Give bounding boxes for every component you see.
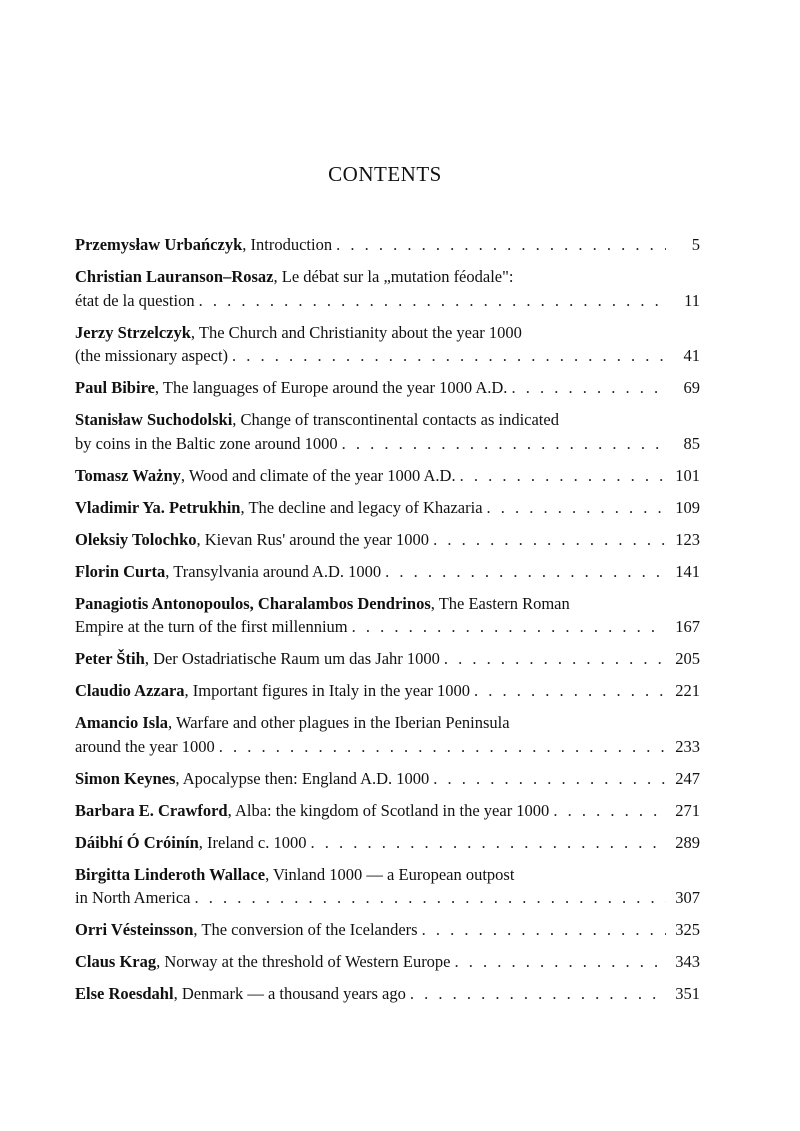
toc-entry	[75, 647, 700, 671]
entry-title: Wood and climate of the year 1000 A.D.	[188, 465, 456, 485]
entry-author: Claudio Azzara	[75, 681, 185, 700]
entry-author: Vladimir Ya. Petrukhin	[75, 497, 241, 517]
toc-entry	[75, 711, 700, 758]
entry-title: Apocalypse then: England A.D. 1000	[182, 768, 430, 788]
toc-entry-line	[75, 982, 700, 1006]
dot-leader	[410, 982, 666, 1006]
dot-leader	[444, 647, 666, 671]
entry-author: Paul Bibire	[75, 378, 155, 397]
entry-author: Oleksiy Tolochko	[75, 529, 197, 549]
toc-entry-line	[75, 560, 700, 584]
toc-entry-line	[75, 432, 700, 456]
entry-author: Amancio Isla	[75, 713, 169, 732]
dot-leader	[433, 528, 666, 552]
page-title: CONTENTS	[328, 162, 442, 186]
toc-entry	[75, 233, 700, 257]
toc-entry	[75, 831, 700, 855]
entry-title: The decline and legacy of Khazaria	[248, 497, 483, 517]
toc-entry-heading: Birgitta Linderoth Wallace, Vinland 1000 — a European outpost	[75, 864, 515, 884]
toc-entry-line	[75, 735, 700, 759]
toc-entry-heading: Tomasz Ważny, Wood and climate of the year 1000 A.D.	[75, 465, 456, 485]
toc-entry	[75, 464, 700, 488]
entry-title: Der Ostadriatische Raum um das Jahr 1000	[153, 649, 440, 668]
toc-entry	[75, 376, 700, 400]
dot-leader	[474, 679, 666, 703]
entry-page-number: 351	[675, 984, 700, 1003]
toc-entry	[75, 528, 700, 552]
toc-entry-line	[75, 615, 700, 639]
dot-leader	[553, 799, 666, 823]
toc-entry-heading: Christian Lauranson–Rosaz, Le débat sur la „mutation féodale":	[75, 267, 514, 286]
toc-entry-line	[75, 679, 700, 703]
toc-entry-heading: Orri Vésteinsson, The conversion of the Icelanders	[75, 920, 418, 939]
toc-entry-line	[75, 321, 700, 345]
toc-entry-heading: Panagiotis Antonopoulos, Charalambos Dendrinos, The Eastern Roman	[75, 593, 570, 613]
entry-page-number: 221	[675, 681, 700, 700]
entry-page-number: 41	[683, 346, 700, 365]
entry-title-continued: in North America	[75, 888, 191, 907]
toc-entry-line	[75, 863, 700, 887]
toc-entry-heading: Florin Curta, Transylvania around A.D. 1000	[75, 561, 382, 581]
toc-entry-line	[75, 233, 700, 257]
dot-leader	[385, 560, 666, 584]
entry-author: Panagiotis Antonopoulos, Charalambos Dendrinos	[75, 593, 431, 613]
toc-entry	[75, 982, 700, 1006]
entry-author: Birgitta Linderoth Wallace	[75, 864, 266, 884]
entry-title: Kievan Rus' around the year 1000	[204, 529, 430, 549]
toc-entry	[75, 592, 700, 639]
entry-title: Ireland c. 1000	[207, 832, 307, 852]
toc-entry	[75, 767, 700, 791]
dot-leader	[422, 918, 666, 942]
toc-entry-heading: Przemysław Urbańczyk, Introduction	[75, 235, 333, 254]
dot-leader	[352, 615, 666, 639]
entry-page-number: 109	[675, 497, 700, 517]
toc-entry-line	[75, 886, 700, 910]
entry-page-number: 11	[684, 290, 700, 310]
toc-entry-line	[75, 376, 700, 400]
entry-page-number: 85	[683, 433, 700, 453]
toc-entry-heading: Oleksiy Tolochko, Kievan Rus' around the year 1000	[75, 529, 430, 549]
toc-entry-line	[75, 799, 700, 823]
dot-leader	[219, 735, 666, 759]
toc-entry-line	[75, 831, 700, 855]
dot-leader	[199, 289, 666, 313]
entry-title: The Eastern Roman	[438, 593, 570, 613]
entry-page-number: 233	[675, 736, 700, 756]
dot-leader	[342, 432, 666, 456]
toc-entry-heading: Stanisław Suchodolski, Change of transcontinental contacts as indicated	[75, 410, 559, 429]
entry-author: Dáibhí Ó Cróinín	[75, 832, 199, 852]
toc-entry	[75, 321, 700, 368]
entry-title: Alba: the kingdom of Scotland in the year 1000	[234, 800, 550, 820]
entry-title: The languages of Europe around the year 1000 A.D.	[162, 378, 508, 397]
entry-title: The Church and Christianity about the year 1000	[198, 322, 522, 342]
toc-entry	[75, 265, 700, 312]
entry-author: Stanisław Suchodolski	[75, 410, 233, 429]
entry-page-number: 289	[675, 832, 700, 852]
entry-title: Norway at the threshold of Western Europe	[164, 952, 451, 971]
toc-entry-line	[75, 711, 700, 735]
table-of-contents	[75, 233, 700, 1014]
toc-entry-heading: Peter Štih, Der Ostadriatische Raum um das Jahr 1000	[75, 649, 440, 668]
dot-leader	[232, 344, 666, 368]
entry-author: Simon Keynes	[75, 768, 176, 788]
toc-entry-heading: Amancio Isla, Warfare and other plagues in the Iberian Peninsula	[75, 713, 510, 732]
toc-entry-heading: Jerzy Strzelczyk, The Church and Christianity about the year 1000	[75, 322, 522, 342]
entry-title: The conversion of the Icelanders	[201, 920, 418, 939]
toc-entry	[75, 560, 700, 584]
entry-author: Przemysław Urbańczyk	[75, 235, 243, 254]
toc-entry-line	[75, 344, 700, 368]
entry-title: Denmark — a thousand years ago	[181, 984, 406, 1003]
entry-page-number: 307	[675, 888, 700, 907]
toc-entry	[75, 918, 700, 942]
entry-page-number: 205	[675, 649, 700, 668]
toc-entry-heading: Claudio Azzara, Important figures in Italy in the year 1000	[75, 681, 471, 700]
entry-author: Christian Lauranson–Rosaz	[75, 267, 274, 286]
dot-leader	[336, 233, 666, 257]
toc-entry-line	[75, 647, 700, 671]
toc-entry	[75, 950, 700, 974]
toc-entry-line	[75, 289, 700, 313]
entry-page-number: 101	[675, 465, 700, 485]
toc-entry-heading: Simon Keynes, Apocalypse then: England A.D. 1000	[75, 768, 430, 788]
entry-page-number: 5	[691, 235, 700, 254]
entry-title-continued: (the missionary aspect)	[75, 346, 229, 365]
entry-title: Important figures in Italy in the year 1000	[192, 681, 471, 700]
entry-page-number: 325	[675, 920, 700, 939]
dot-leader	[455, 950, 666, 974]
dot-leader	[194, 886, 666, 910]
entry-title: Transylvania around A.D. 1000	[173, 561, 382, 581]
dot-leader	[310, 831, 666, 855]
toc-entry-line	[75, 528, 700, 552]
toc-entry	[75, 863, 700, 910]
dot-leader	[511, 376, 666, 400]
entry-page-number: 141	[675, 561, 700, 581]
toc-entry-line	[75, 496, 700, 520]
toc-entry	[75, 679, 700, 703]
toc-entry-line	[75, 767, 700, 791]
entry-title-continued: état de la question	[75, 290, 195, 310]
toc-entry-line	[75, 408, 700, 432]
toc-entry-line	[75, 950, 700, 974]
entry-title: Le débat sur la „mutation féodale":	[281, 267, 514, 286]
dot-leader	[433, 767, 666, 791]
entry-title: Warfare and other plagues in the Iberian Peninsula	[176, 713, 510, 732]
dot-leader	[460, 464, 666, 488]
entry-title-continued: by coins in the Baltic zone around 1000	[75, 433, 338, 453]
entry-title: Introduction	[250, 235, 333, 254]
toc-entry-line	[75, 918, 700, 942]
entry-author: Peter Štih	[75, 649, 145, 668]
entry-author: Barbara E. Crawford	[75, 800, 228, 820]
toc-entry-line	[75, 464, 700, 488]
toc-entry-heading: Vladimir Ya. Petrukhin, The decline and legacy of Khazaria	[75, 497, 483, 517]
entry-title-continued: around the year 1000	[75, 736, 215, 756]
toc-entry-heading: Claus Krag, Norway at the threshold of Western Europe	[75, 952, 451, 971]
entry-page-number: 69	[683, 378, 700, 397]
entry-author: Tomasz Ważny	[75, 465, 181, 485]
toc-entry-line	[75, 265, 700, 289]
entry-title: Vinland 1000 — a European outpost	[273, 864, 515, 884]
toc-entry	[75, 408, 700, 455]
entry-author: Orri Vésteinsson	[75, 920, 194, 939]
entry-page-number: 247	[675, 768, 700, 788]
toc-entry-heading: Dáibhí Ó Cróinín, Ireland c. 1000	[75, 832, 307, 852]
toc-entry	[75, 799, 700, 823]
toc-entry	[75, 496, 700, 520]
entry-author: Claus Krag	[75, 952, 157, 971]
entry-author: Jerzy Strzelczyk	[75, 322, 191, 342]
entry-author: Else Roesdahl	[75, 984, 174, 1003]
dot-leader	[487, 496, 666, 520]
entry-title: Change of transcontinental contacts as indicated	[240, 410, 559, 429]
entry-author: Florin Curta	[75, 561, 166, 581]
entry-page-number: 123	[675, 529, 700, 549]
entry-page-number: 167	[675, 617, 700, 636]
toc-entry-heading: Else Roesdahl, Denmark — a thousand years ago	[75, 984, 406, 1003]
toc-entry-heading: Barbara E. Crawford, Alba: the kingdom of Scotland in the year 1000	[75, 800, 550, 820]
entry-page-number: 343	[675, 952, 700, 971]
toc-entry-line	[75, 592, 700, 616]
entry-page-number: 271	[675, 800, 700, 820]
entry-title-continued: Empire at the turn of the first millennium	[75, 617, 348, 636]
toc-entry-heading: Paul Bibire, The languages of Europe around the year 1000 A.D.	[75, 378, 508, 397]
